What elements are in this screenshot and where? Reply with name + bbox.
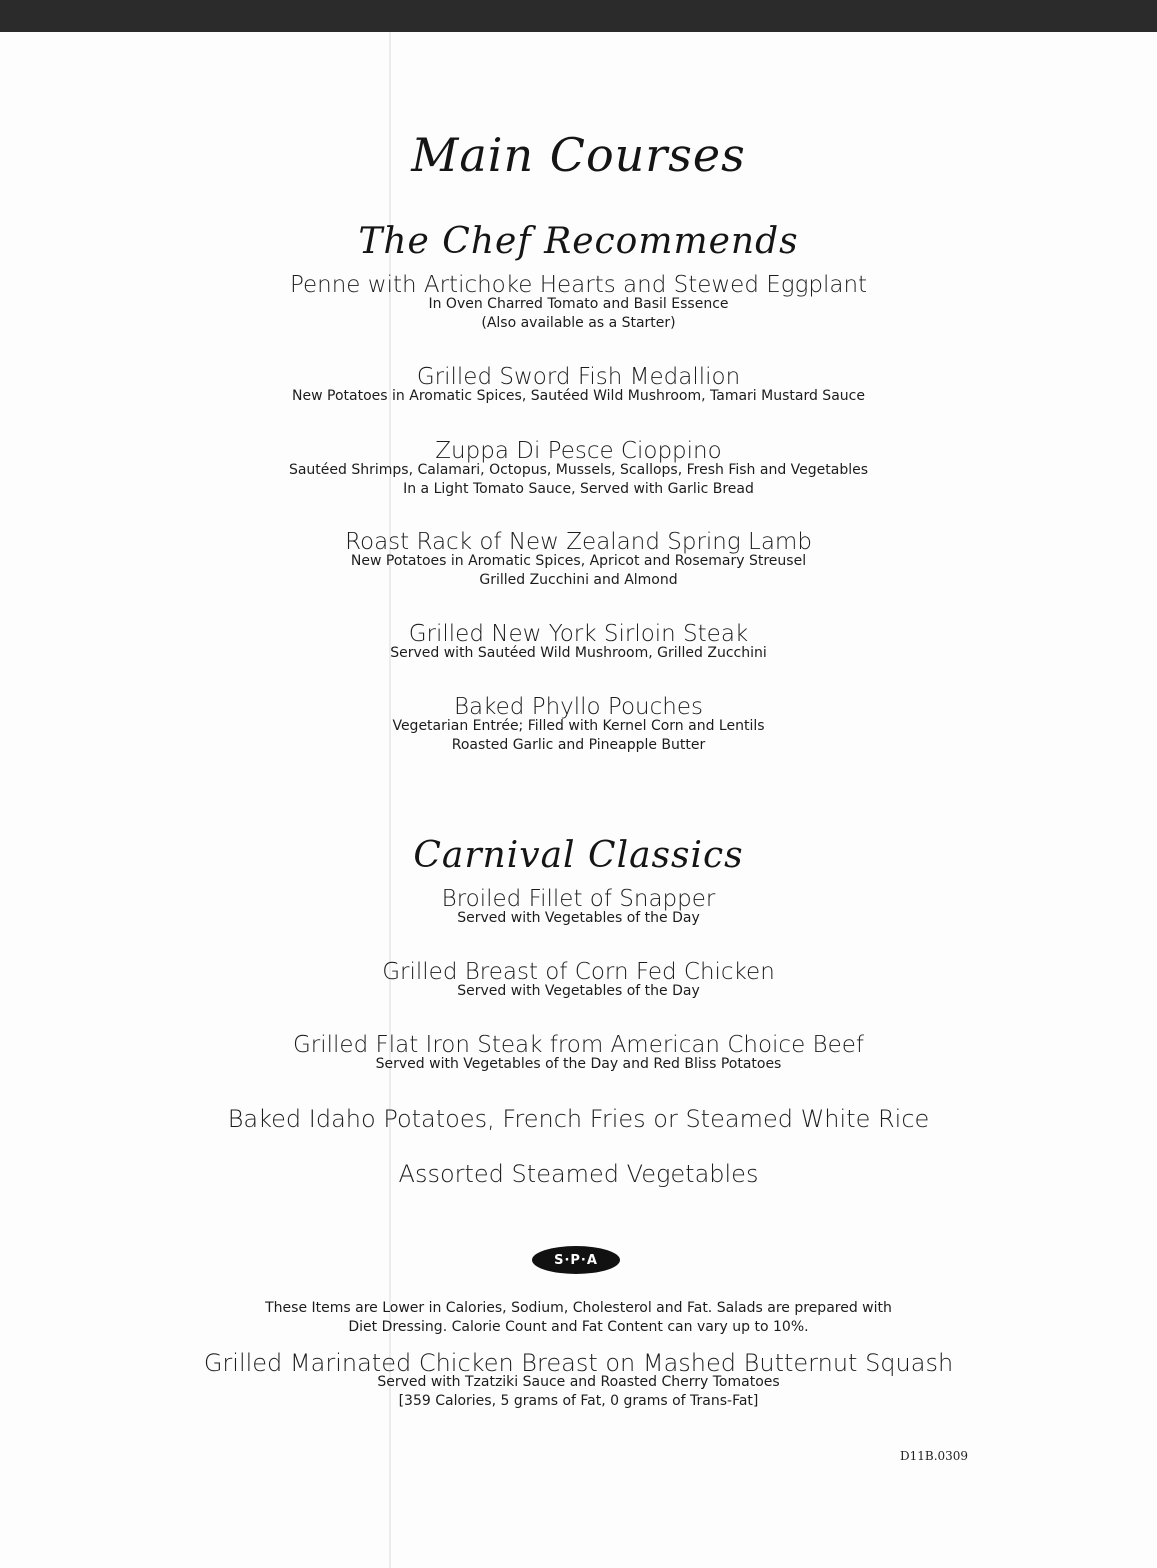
dish-name: Grilled Breast of Corn Fed Chicken [382, 959, 775, 985]
menu-item [0, 363, 1157, 406]
menu-item [0, 437, 1157, 499]
dish-desc: In a Light Tomato Sauce, Served with Garlic Bread [403, 481, 754, 497]
menu-item [0, 958, 1157, 1001]
classics-heading: Carnival Classics [413, 835, 744, 876]
dish-desc: Served with Tzatziki Sauce and Roasted Cherry Tomatoes [377, 1374, 780, 1390]
menu-item [0, 1348, 1157, 1411]
dish-name: Baked Phyllo Pouches [454, 694, 703, 720]
page-title: Main Courses [411, 128, 746, 182]
dish-desc: (Also available as a Starter) [481, 315, 676, 331]
menu-item [0, 1159, 1157, 1189]
chef-heading: The Chef Recommends [358, 221, 799, 262]
dish-name: Grilled Sword Fish Medallion [416, 364, 741, 390]
spa-note-line: These Items are Lower in Calories, Sodium, Cholesterol and Fat. Salads are prepared with [265, 1300, 892, 1316]
dish-name: Baked Idaho Potatoes, French Fries or Steamed White Rice [227, 1105, 930, 1133]
dish-name: Grilled Flat Iron Steak from American Choice Beef [292, 1032, 864, 1058]
dish-desc: Served with Vegetables of the Day [457, 983, 700, 999]
menu-item [0, 620, 1157, 663]
menu-item [0, 1104, 1157, 1134]
menu-item [0, 1031, 1157, 1074]
dish-desc: Vegetarian Entrée; Filled with Kernel Corn and Lentils [392, 718, 765, 734]
dish-desc: Served with Vegetables of the Day and Red Bliss Potatoes [375, 1056, 782, 1072]
dish-name: Penne with Artichoke Hearts and Stewed Eggplant [289, 272, 868, 298]
spa-logo-badge: S·P·A [532, 1246, 620, 1274]
dish-desc: New Potatoes in Aromatic Spices, Apricot and Rosemary Streusel [350, 553, 807, 569]
dish-desc: Served with Sautéed Wild Mushroom, Grilled Zucchini [390, 645, 767, 661]
dish-desc: Grilled Zucchini and Almond [479, 572, 678, 588]
dish-name: Roast Rack of New Zealand Spring Lamb [345, 529, 812, 555]
dish-desc: Sautéed Shrimps, Calamari, Octopus, Mussels, Scallops, Fresh Fish and Vegetables [288, 462, 869, 478]
menu-item [0, 693, 1157, 755]
page-fold-line [389, 32, 391, 1568]
menu-item [0, 885, 1157, 928]
spa-logo [532, 1246, 620, 1274]
dish-desc: Served with Vegetables of the Day [457, 910, 700, 926]
dish-name: Assorted Steamed Vegetables [398, 1160, 759, 1188]
spa-note-line: Diet Dressing. Calorie Count and Fat Content can vary up to 10%. [348, 1319, 809, 1335]
menu-item [0, 528, 1157, 590]
dish-name: Grilled New York Sirloin Steak [408, 621, 749, 647]
dish-desc: New Potatoes in Aromatic Spices, Sautéed Wild Mushroom, Tamari Mustard Sauce [292, 388, 865, 404]
dish-name: Zuppa Di Pesce Cioppino [435, 438, 722, 464]
dish-name: Broiled Fillet of Snapper [441, 886, 716, 912]
menu-item [0, 271, 1157, 333]
menu-code: D11B.0309 [900, 1449, 969, 1463]
spa-note [0, 1299, 1157, 1337]
dish-name: Grilled Marinated Chicken Breast on Mashed Butternut Squash [203, 1349, 954, 1377]
top-scan-bar [0, 0, 1157, 32]
dish-desc: [359 Calories, 5 grams of Fat, 0 grams of Trans-Fat] [398, 1393, 759, 1409]
dish-desc: In Oven Charred Tomato and Basil Essence [428, 296, 729, 312]
dish-desc: Roasted Garlic and Pineapple Butter [451, 737, 706, 753]
